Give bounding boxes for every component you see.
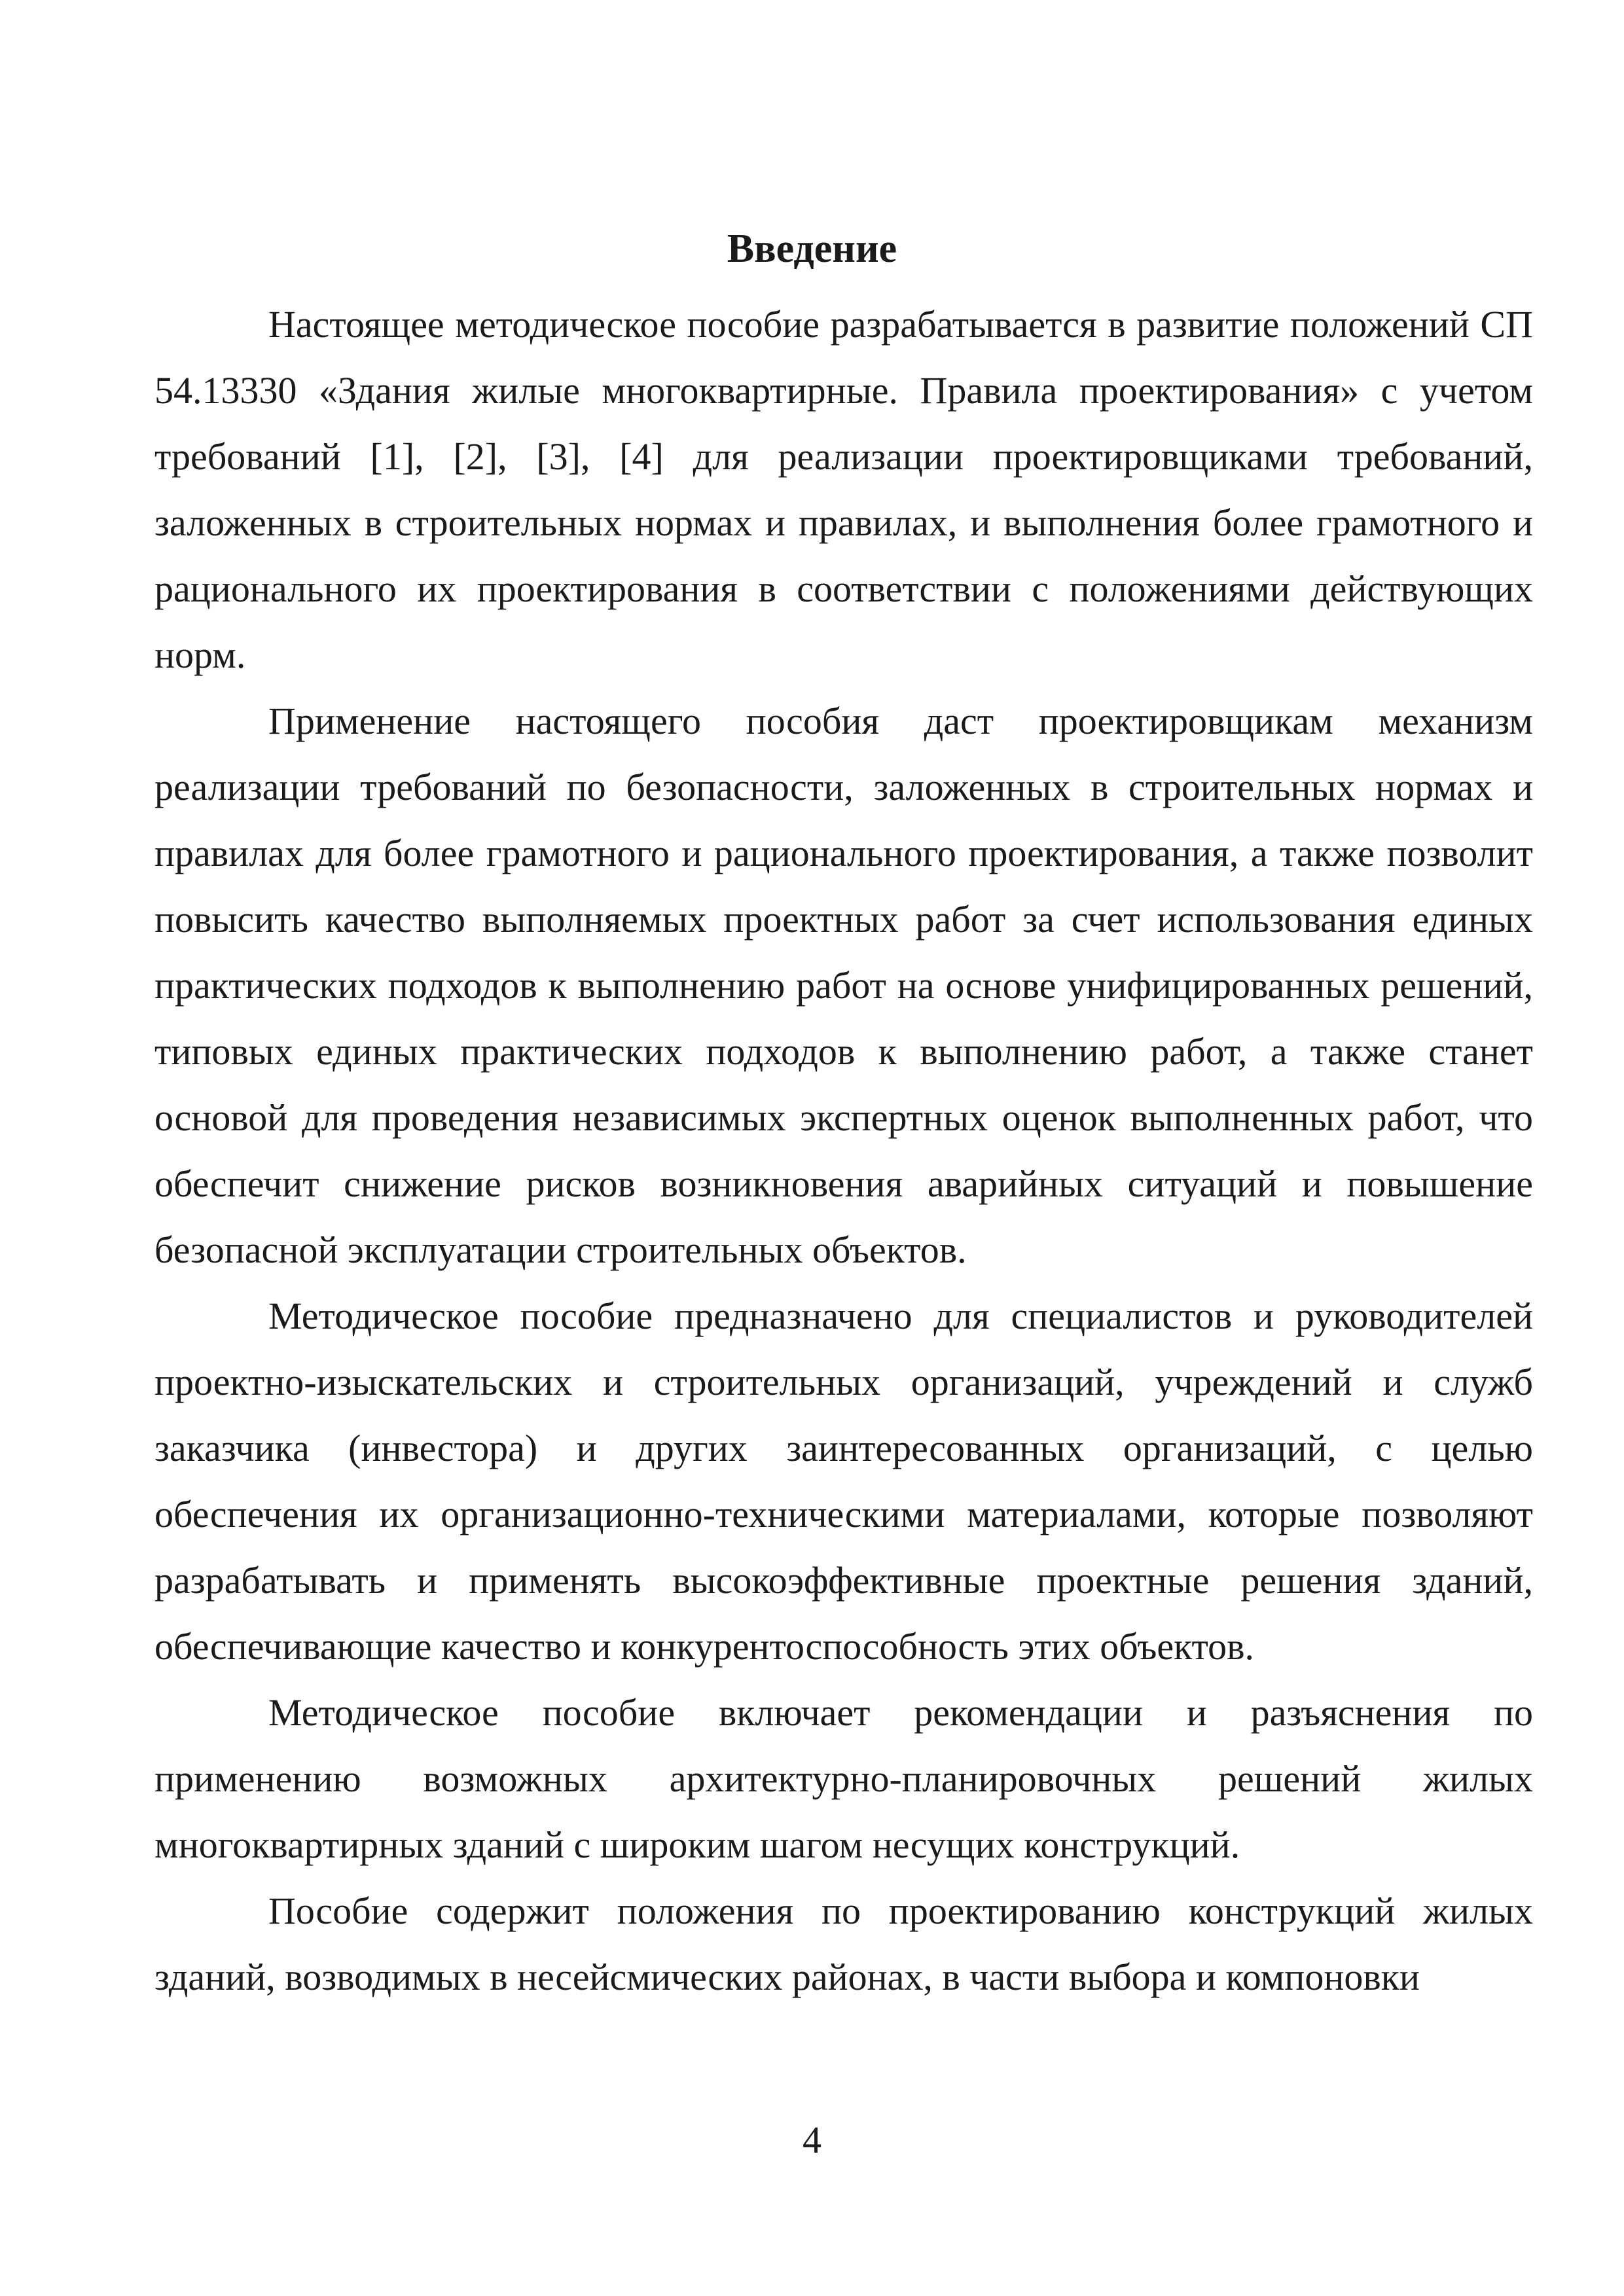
page-number: 4 bbox=[803, 2119, 821, 2161]
section-title: Введение bbox=[727, 226, 897, 271]
paragraph-3: Методическое пособие предназначено для специалистов и руководителей проектно-изыскательских и строительных организаций, учреждений и служб заказчика (инвестора) и других заинтересованных организаций, с целью обеспечения их организационно-техническими материалами, которые позволяют разрабатывать и применять высокоэффективные проектные решения зданий, обеспечивающие качество и конкурентоспособность этих объектов. bbox=[154, 1295, 1533, 1668]
body-text bbox=[154, 291, 1533, 2010]
paragraph-1: Настоящее методическое пособие разрабатывается в развитие положений СП 54.13330 «Здания жилые многоквартирные. Правила проектирования» с учетом требований [1], [2], [3], [4] для реализации проектировщиками требований, заложенных в строительных нормах и правилах, и выполнения более грамотного и рационального их проектирования в соответствии с положениями действующих норм. bbox=[154, 303, 1533, 676]
paragraph-5: Пособие содержит положения по проектированию конструкций жилых зданий, возводимых в несейсмических районах, в части выбора и компоновки bbox=[154, 1890, 1533, 1998]
paragraph-2: Применение настоящего пособия даст проектировщикам механизм реализации требований по безопасности, заложенных в строительных нормах и правилах для более грамотного и рационального проектирования, а также позволит повысить качество выполняемых проектных работ за счет использования единых практических подходов к выполнению работ на основе унифицированных решений, типовых единых практических подходов к выполнению работ, а также станет основой для проведения независимых экспертных оценок выполненных работ, что обеспечит снижение рисков возникновения аварийных ситуаций и повышение безопасной эксплуатации строительных объектов. bbox=[154, 700, 1533, 1271]
paragraph-4: Методическое пособие включает рекомендации и разъяснения по применению возможных архитектурно-планировочных решений жилых многоквартирных зданий с широким шагом несущих конструкций. bbox=[154, 1691, 1533, 1866]
